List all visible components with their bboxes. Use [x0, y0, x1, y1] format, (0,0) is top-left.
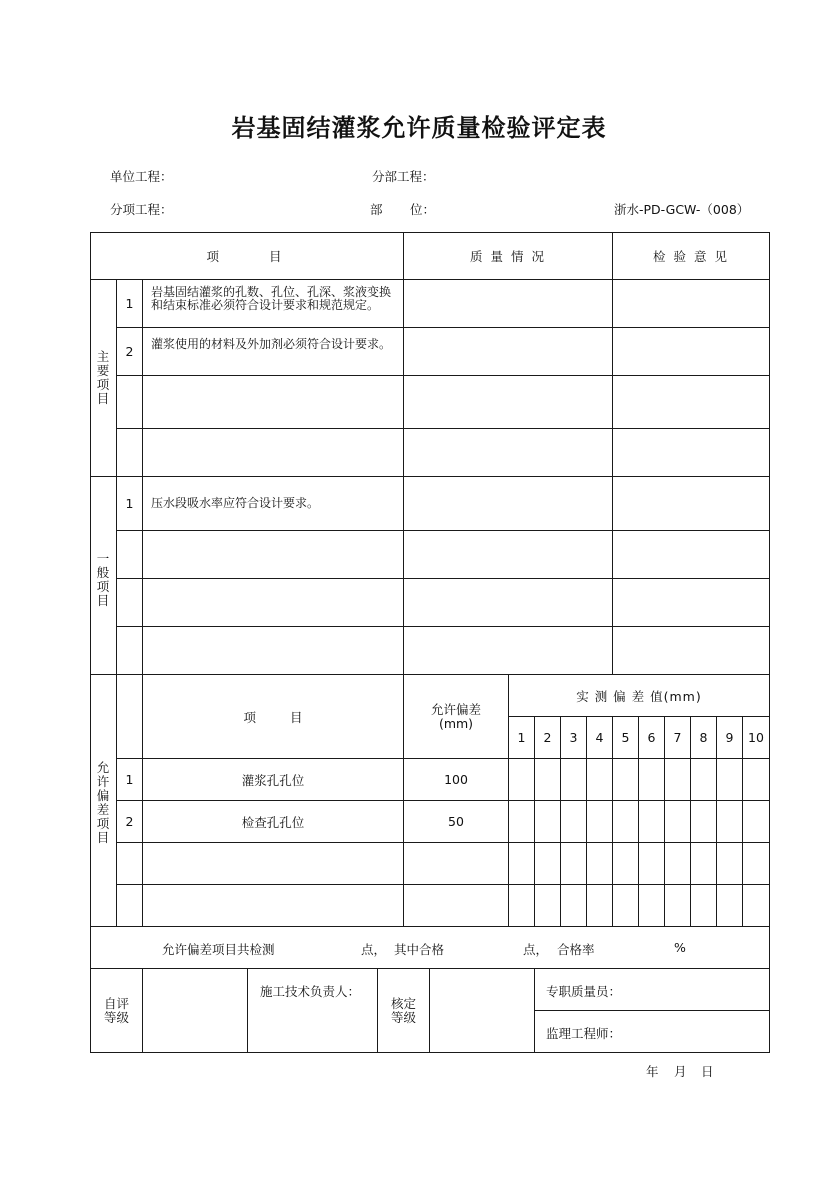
measure-col-5: 5	[621, 730, 630, 745]
tol-row-2-value: 50	[448, 814, 464, 829]
form-code: 浙水-PD-GCW-（008）	[614, 202, 750, 217]
check-grade-label: 核定等级	[390, 995, 416, 1025]
date-month: 月	[674, 1064, 687, 1079]
page-title: 岩基固结灌浆允许质量检验评定表	[231, 114, 607, 142]
location-label-2: 位：	[410, 202, 436, 217]
tolerance-measured-header: 实 测 偏 差 值(mm)	[576, 688, 702, 704]
main-row-1-text: 岩基固结灌浆的孔数、孔位、孔深、浆液变换和结束标准必须符合设计要求和规范规定。	[151, 285, 392, 312]
measure-col-2: 2	[543, 730, 552, 745]
location-label-1: 部	[370, 202, 383, 217]
tol-row-1-no: 1	[125, 772, 134, 787]
summary-text-1: 允许偏差项目共检测	[162, 942, 275, 957]
tol-row-2-no: 2	[125, 814, 134, 829]
measure-col-1: 1	[517, 730, 526, 745]
tech-lead-label: 施工技术负责人：	[260, 984, 361, 999]
main-row-1-no: 1	[125, 296, 134, 311]
tolerance-item-header: 项 目	[243, 709, 303, 725]
measure-col-9: 9	[725, 730, 734, 745]
header-item: 项 目	[206, 249, 288, 264]
header-quality: 质 量 情 况	[470, 249, 546, 264]
tol-row-2-name: 检查孔孔位	[241, 814, 305, 830]
branch-project-label: 分部工程：	[372, 169, 435, 184]
measure-col-7: 7	[673, 730, 682, 745]
main-row-2-text: 灌浆使用的材料及外加剂必须符合设计要求。	[151, 337, 392, 351]
measure-col-8: 8	[699, 730, 708, 745]
measure-col-10: 10	[748, 730, 764, 745]
general-row-1-text: 压水段吸水率应符合设计要求。	[151, 496, 320, 510]
summary-text-3: 其中合格	[394, 942, 445, 957]
self-grade-label: 自评等级	[103, 995, 129, 1025]
tol-row-1-value: 100	[444, 772, 468, 787]
general-section-label: 一般项目	[96, 551, 110, 608]
tol-row-1-name: 灌浆孔孔位	[241, 772, 305, 788]
date-day: 日	[701, 1064, 714, 1079]
header-opinion: 检 验 意 见	[653, 249, 729, 264]
tolerance-section-label: 允许偏差项目	[96, 760, 110, 845]
supervisor-label: 监理工程师：	[546, 1026, 622, 1041]
general-row-1-no: 1	[125, 496, 134, 511]
summary-text-2: 点，	[361, 942, 387, 957]
main-row-2-no: 2	[125, 344, 134, 359]
measure-col-4: 4	[595, 730, 604, 745]
unit-project-label: 单位工程：	[110, 169, 173, 184]
summary-text-6: %	[674, 940, 686, 955]
quality-officer-label: 专职质量员：	[546, 984, 622, 999]
tolerance-allow-header: 允许偏差(mm)	[430, 701, 481, 731]
measure-col-3: 3	[569, 730, 578, 745]
main-section-label: 主要项目	[96, 349, 110, 406]
item-project-label: 分项工程：	[110, 202, 173, 217]
summary-text-5: 合格率	[557, 942, 595, 957]
measure-col-6: 6	[647, 730, 656, 745]
date-year: 年	[646, 1064, 659, 1079]
summary-text-4: 点，	[523, 942, 549, 957]
